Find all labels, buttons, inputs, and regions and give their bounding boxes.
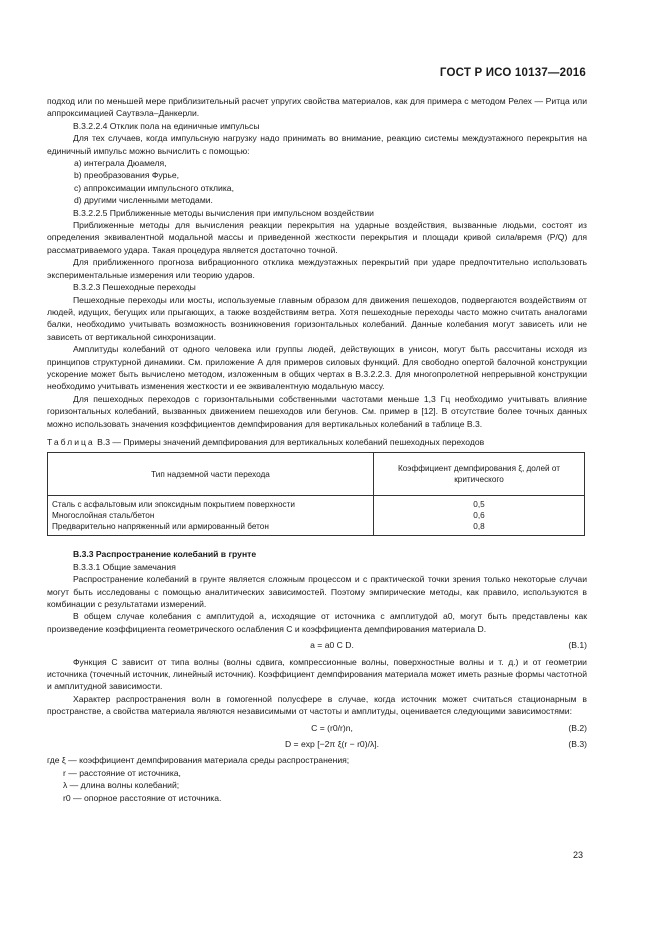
table-caption-text: В.3 — Примеры значений демпфирования для вертикальных колебаний пешеходных переходов (97, 436, 485, 447)
page-content (47, 95, 587, 804)
equation-b1 (47, 639, 587, 651)
page-header-title: ГОСТ Р ИСО 10137—2016 (439, 67, 586, 79)
table-cell-type: Предварительно напряженный или армированный бетон (48, 521, 374, 536)
definition-item: r0 — опорное расстояние от источника. (63, 792, 222, 803)
table-header-coefficient: Коэффициент демпфирования ξ, долей от критического (374, 453, 585, 496)
damping-table (47, 452, 585, 536)
table-caption (47, 436, 587, 448)
equation-formula: a = a0 C D. (310, 640, 354, 651)
table-cell-type: Многослойная сталь/бетон (48, 510, 374, 521)
equation-formula: D = exp [−2π ξ(r − r0)/λ]. (284, 739, 380, 750)
definition-item: где ξ — коэффициент демпфирования материала среды распространения; (47, 755, 350, 766)
section-heading-b3225: В.3.2.2.5 Приближенные методы вычисления при импульсном воздействии (73, 207, 374, 218)
paragraph: Для приближенного прогноза вибрационного отклика междуэтажных перекрытий при ударе предпочтительно использовать экспериментальные измерения или теорию ударов. (47, 257, 587, 280)
list-item: b) преобразования Фурье, (74, 170, 180, 181)
table-header-type: Тип надземной части перехода (48, 453, 374, 496)
table-cell-value: 0,8 (374, 521, 585, 536)
paragraph: Пешеходные переходы или мосты, используемые главным образом для движения пешеходов, подвергаются воздействиям от людей, идущих, бегущих или прыгающих, а также воздействиям ветра. Хотя пешеходные переходы часто можно считать аналогами балки, необходимо учитывать возможность возникновения горизонтальных колебаний. Данные колебания могут зависеть или не зависеть от вертикальной синхронизации. (47, 294, 587, 342)
table-row (48, 496, 585, 511)
section-heading-b323: В.3.2.3 Пешеходные переходы (73, 282, 196, 293)
equation-b2 (47, 722, 587, 734)
paragraph: Характер распространения волн в гомогенной полусфере в случае, когда источник может считаться стационарным в пространстве, а свойства материала являются независимыми от частоты и амплитуды, оценивается следующими зависимостями: (47, 693, 587, 717)
equation-number: (В.1) (568, 640, 587, 651)
paragraph: Приближенные методы для вычисления реакции перекрытия на ударные воздействия, вызванные людьми, состоят из определения эквивалентной модальной массы и приведенной жесткости перекрытия и площади кривой сила/время (P/Q) для рассматриваемого удара. Такая процедура является достаточно точной. (47, 220, 587, 255)
paragraph: В общем случае колебания с амплитудой a, исходящие от источника с амплитудой a0, могут быть представлены как произведение коэффициента геометрического ослабления C и коэффициента демпфирования материала D. (47, 611, 587, 634)
paragraph: Распространение колебаний в грунте является сложным процессом и с практической точки зрения только некоторые случаи могут быть исследованы с помощью аналитических зависимостей. Поэтому эмпирические методы, как правило, используются в комбинации с результатами измерений. (47, 574, 587, 609)
paragraph: подход или по меньшей мере приблизительный расчет упругих свойства материалов, как для примера с методом Релех — Ритца или аппроксимацией Саутвэла–Данкерли. (47, 96, 587, 119)
page-number: 23 (572, 850, 583, 860)
paragraph: Амплитуды колебаний от одного человека или группы людей, действующих в унисон, могут быть рассчитаны исходя из принципов структурной динамики. См. приложение А для примеров силовых функций. Для свободно опертой балочной конструкции ускорение может быть вычислено методом, изложенным в общих чертах в В.3.2.2.3. Для многопролетной непрерывной конструкции необходимо учитывать изменения жесткости и ее эквивалентную модальную массу. (47, 344, 587, 392)
equation-number: (В.3) (568, 739, 587, 750)
method-list (47, 157, 587, 207)
list-item: а) интеграла Дюамеля, (74, 158, 167, 169)
section-heading-b3224: В.3.2.2.4 Отклик пола на единичные импульсы (73, 120, 260, 131)
equation-formula: C = (r0/r)n, (311, 722, 353, 733)
table-caption-label: Таблица (47, 436, 95, 447)
table-cell-value: 0,5 (374, 496, 585, 511)
paragraph: Функция C зависит от типа волны (волны сдвига, компрессионные волны, поверхностные волны и т. д.) и от геометрии источника (точечный источник, линейный источник). Коэффициент демпфирования материала может иметь разные формы частотной и амплитудной зависимости. (47, 656, 587, 692)
paragraph: Для тех случаев, когда импульсную нагрузку надо принимать во внимание, реакцию системы междуэтажного перекрытия на единичный импульс можно вычислить с помощью: (47, 133, 587, 156)
list-item: c) аппроксимации импульсного отклика, (74, 182, 234, 193)
definition-item: λ — длина волны колебаний; (63, 780, 180, 791)
section-heading-b33: В.3.3 Распространение колебаний в грунте (73, 549, 257, 560)
table-row (48, 521, 585, 536)
definition-item: r — расстояние от источника, (63, 767, 181, 778)
equation-b3 (47, 738, 587, 750)
table-row (48, 510, 585, 521)
paragraph: Для пешеходных переходов с горизонтальными собственными частотами меньше 1,3 Гц необходимо учитывать влияние горизонтальных колебаний, вызванных движением пешеходов или бегунов. См. пример в [12]. В отсутствие более точных данных можно использовать значения коэффициентов демпфирования для вертикальных колебаний в таблице В.3. (47, 393, 587, 429)
list-item: d) другими численными методами. (74, 195, 213, 206)
table-cell-value: 0,6 (374, 510, 585, 521)
section-heading-b331: В.3.3.1 Общие замечания (73, 561, 176, 572)
symbol-definitions (47, 754, 587, 804)
table-cell-type: Сталь с асфальтовым или эпоксидным покрытием поверхности (48, 496, 374, 511)
equation-number: (В.2) (568, 722, 587, 733)
